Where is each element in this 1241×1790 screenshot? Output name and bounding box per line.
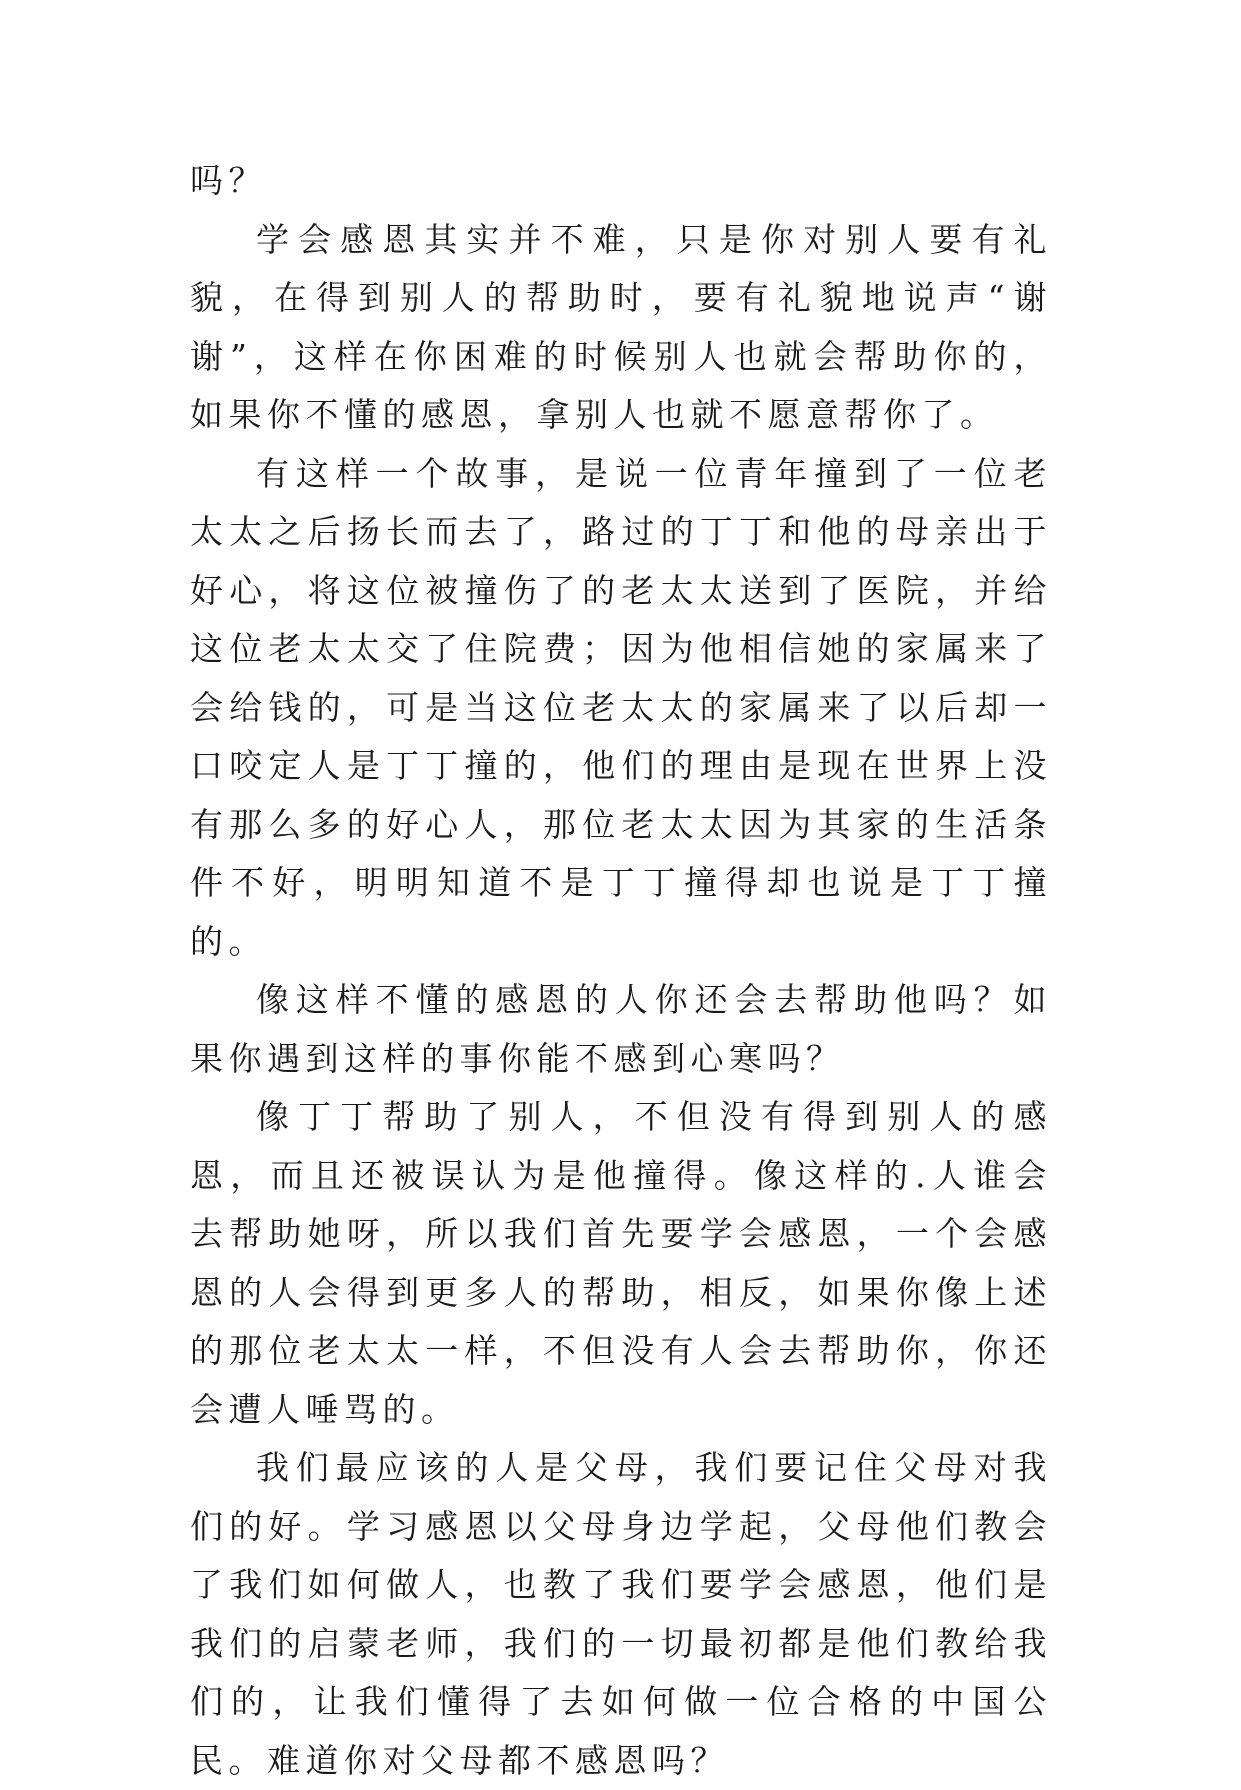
paragraph-learn-gratitude: 学会感恩其实并不难，只是你对别人要有礼貌，在得到别人的帮助时，要有礼貌地说声“谢谢”，这样在你困难的时候别人也就会帮助你的，如果你不懂的感恩，拿别人也就不愿意帮你了。 bbox=[190, 219, 1052, 434]
paragraph-dingding: 像丁丁帮助了别人，不但没有得到别人的感恩，而且还被误认为是他撞得。像这样的.人谁会去帮助她呀，所以我们首先要学会感恩，一个会感恩的人会得到更多人的帮助，相反，如果你像上述的那位老太太一样，不但没有人会去帮助你，你还会遭人唾骂的。 bbox=[190, 1097, 1052, 1429]
paragraph-parents: 我们最应该的人是父母，我们要记住父母对我们的好。学习感恩以父母身边学起，父母他们教会了我们如何做人，也教了我们要学会感恩，他们是我们的启蒙老师，我们的一切最初都是他们教给我们的，让我们懂得了去如何做一位合格的中国公民。难道你对父母都不感恩吗？ bbox=[190, 1448, 1052, 1780]
paragraph-story: 有这样一个故事，是说一位青年撞到了一位老太太之后扬长而去了，路过的丁丁和他的母亲出于好心，将这位被撞伤了的老太太送到了医院，并给这位老太太交了住院费；因为他相信她的家属来了会给钱的，可是当这位老太太的家属来了以后却一口咬定人是丁丁撞的，他们的理由是现在世界上没有那么多的好心人，那位老太太因为其家的生活条件不好，明明知道不是丁丁撞得却也说是丁丁撞的。 bbox=[190, 453, 1052, 961]
paragraph-question: 像这样不懂的感恩的人你还会去帮助他吗？如果你遇到这样的事你能不感到心寒吗？ bbox=[190, 980, 1052, 1078]
document-body bbox=[190, 152, 1052, 1790]
paragraph-continuation: 吗？ bbox=[190, 161, 267, 200]
